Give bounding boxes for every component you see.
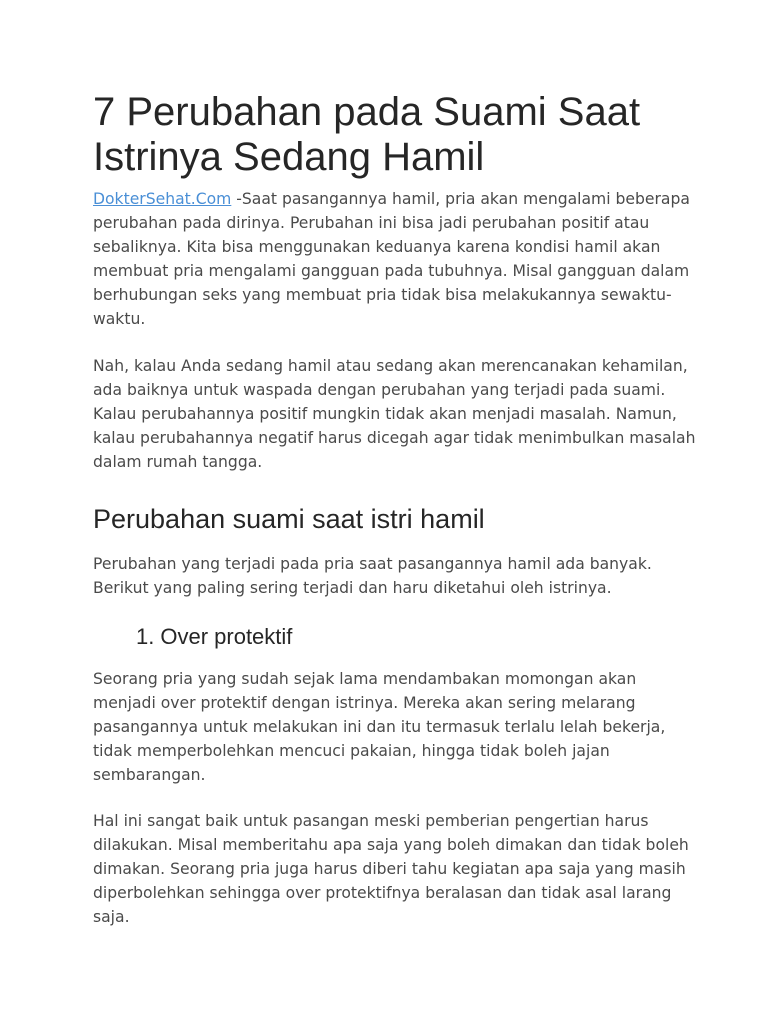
paragraph-2 [93,354,695,474]
paragraph-line: menjadi over protektif dengan istrinya. Mereka akan sering melarang [93,694,636,712]
intro-paragraph [93,187,690,331]
paragraph-line: Kalau perubahannya positif mungkin tidak akan menjadi masalah. Namun, [93,405,677,423]
paragraph-line: dilakukan. Misal memberitahu apa saja yang boleh dimakan dan tidak boleh [93,836,689,854]
paragraph-line: perubahan pada dirinya. Perubahan ini bisa jadi perubahan positif atau [93,214,650,232]
paragraph-line: tidak memperbolehkan mencuci pakaian, hingga tidak boleh jajan [93,742,610,760]
paragraph-line: sembarangan. [93,766,206,784]
article-title: 7 Perubahan pada Suami Saat Istrinya Sedang Hamil [93,90,641,179]
paragraph-line-text: -Saat pasangannya hamil, pria akan mengalami beberapa [231,190,690,208]
list-item-heading [136,624,292,650]
paragraph-line: waktu. [93,310,146,328]
paragraph-4 [93,667,665,787]
paragraph-line [93,187,690,211]
paragraph-line: Seorang pria yang sudah sejak lama mendambakan momongan akan [93,670,637,688]
section-heading: Perubahan suami saat istri hamil [93,504,485,534]
list-item-title: Over protektif [160,624,293,649]
paragraph-line: diperbolehkan sehingga over protektifnya beralasan dan tidak asal larang [93,884,672,902]
paragraph-line: kalau perubahannya negatif harus dicegah agar tidak menimbulkan masalah [93,429,696,447]
paragraph-line: Berikut yang paling sering terjadi dan haru diketahui oleh istrinya. [93,579,612,597]
source-link[interactable]: DokterSehat.Com [93,190,232,208]
paragraph-line: Nah, kalau Anda sedang hamil atau sedang akan merencanakan kehamilan, [93,357,688,375]
paragraph-line: Perubahan yang terjadi pada pria saat pasangannya hamil ada banyak. [93,555,652,573]
paragraph-3 [93,552,652,600]
paragraph-line: sebaliknya. Kita bisa menggunakan keduanya karena kondisi hamil akan [93,238,661,256]
paragraph-line: berhubungan seks yang membuat pria tidak bisa melakukannya sewaktu- [93,286,672,304]
paragraph-line: dimakan. Seorang pria juga harus diberi tahu kegiatan apa saja yang masih [93,860,686,878]
paragraph-line: membuat pria mengalami gangguan pada tubuhnya. Misal gangguan dalam [93,262,690,280]
list-number: 1. [136,624,155,649]
paragraph-line: saja. [93,908,130,926]
paragraph-line: ada baiknya untuk waspada dengan perubahan yang terjadi pada suami. [93,381,666,399]
paragraph-line: dalam rumah tangga. [93,453,263,471]
paragraph-line: Hal ini sangat baik untuk pasangan meski pemberian pengertian harus [93,812,649,830]
paragraph-5 [93,809,689,929]
paragraph-line: pasangannya untuk melakukan ini dan itu termasuk terlalu lelah bekerja, [93,718,666,736]
